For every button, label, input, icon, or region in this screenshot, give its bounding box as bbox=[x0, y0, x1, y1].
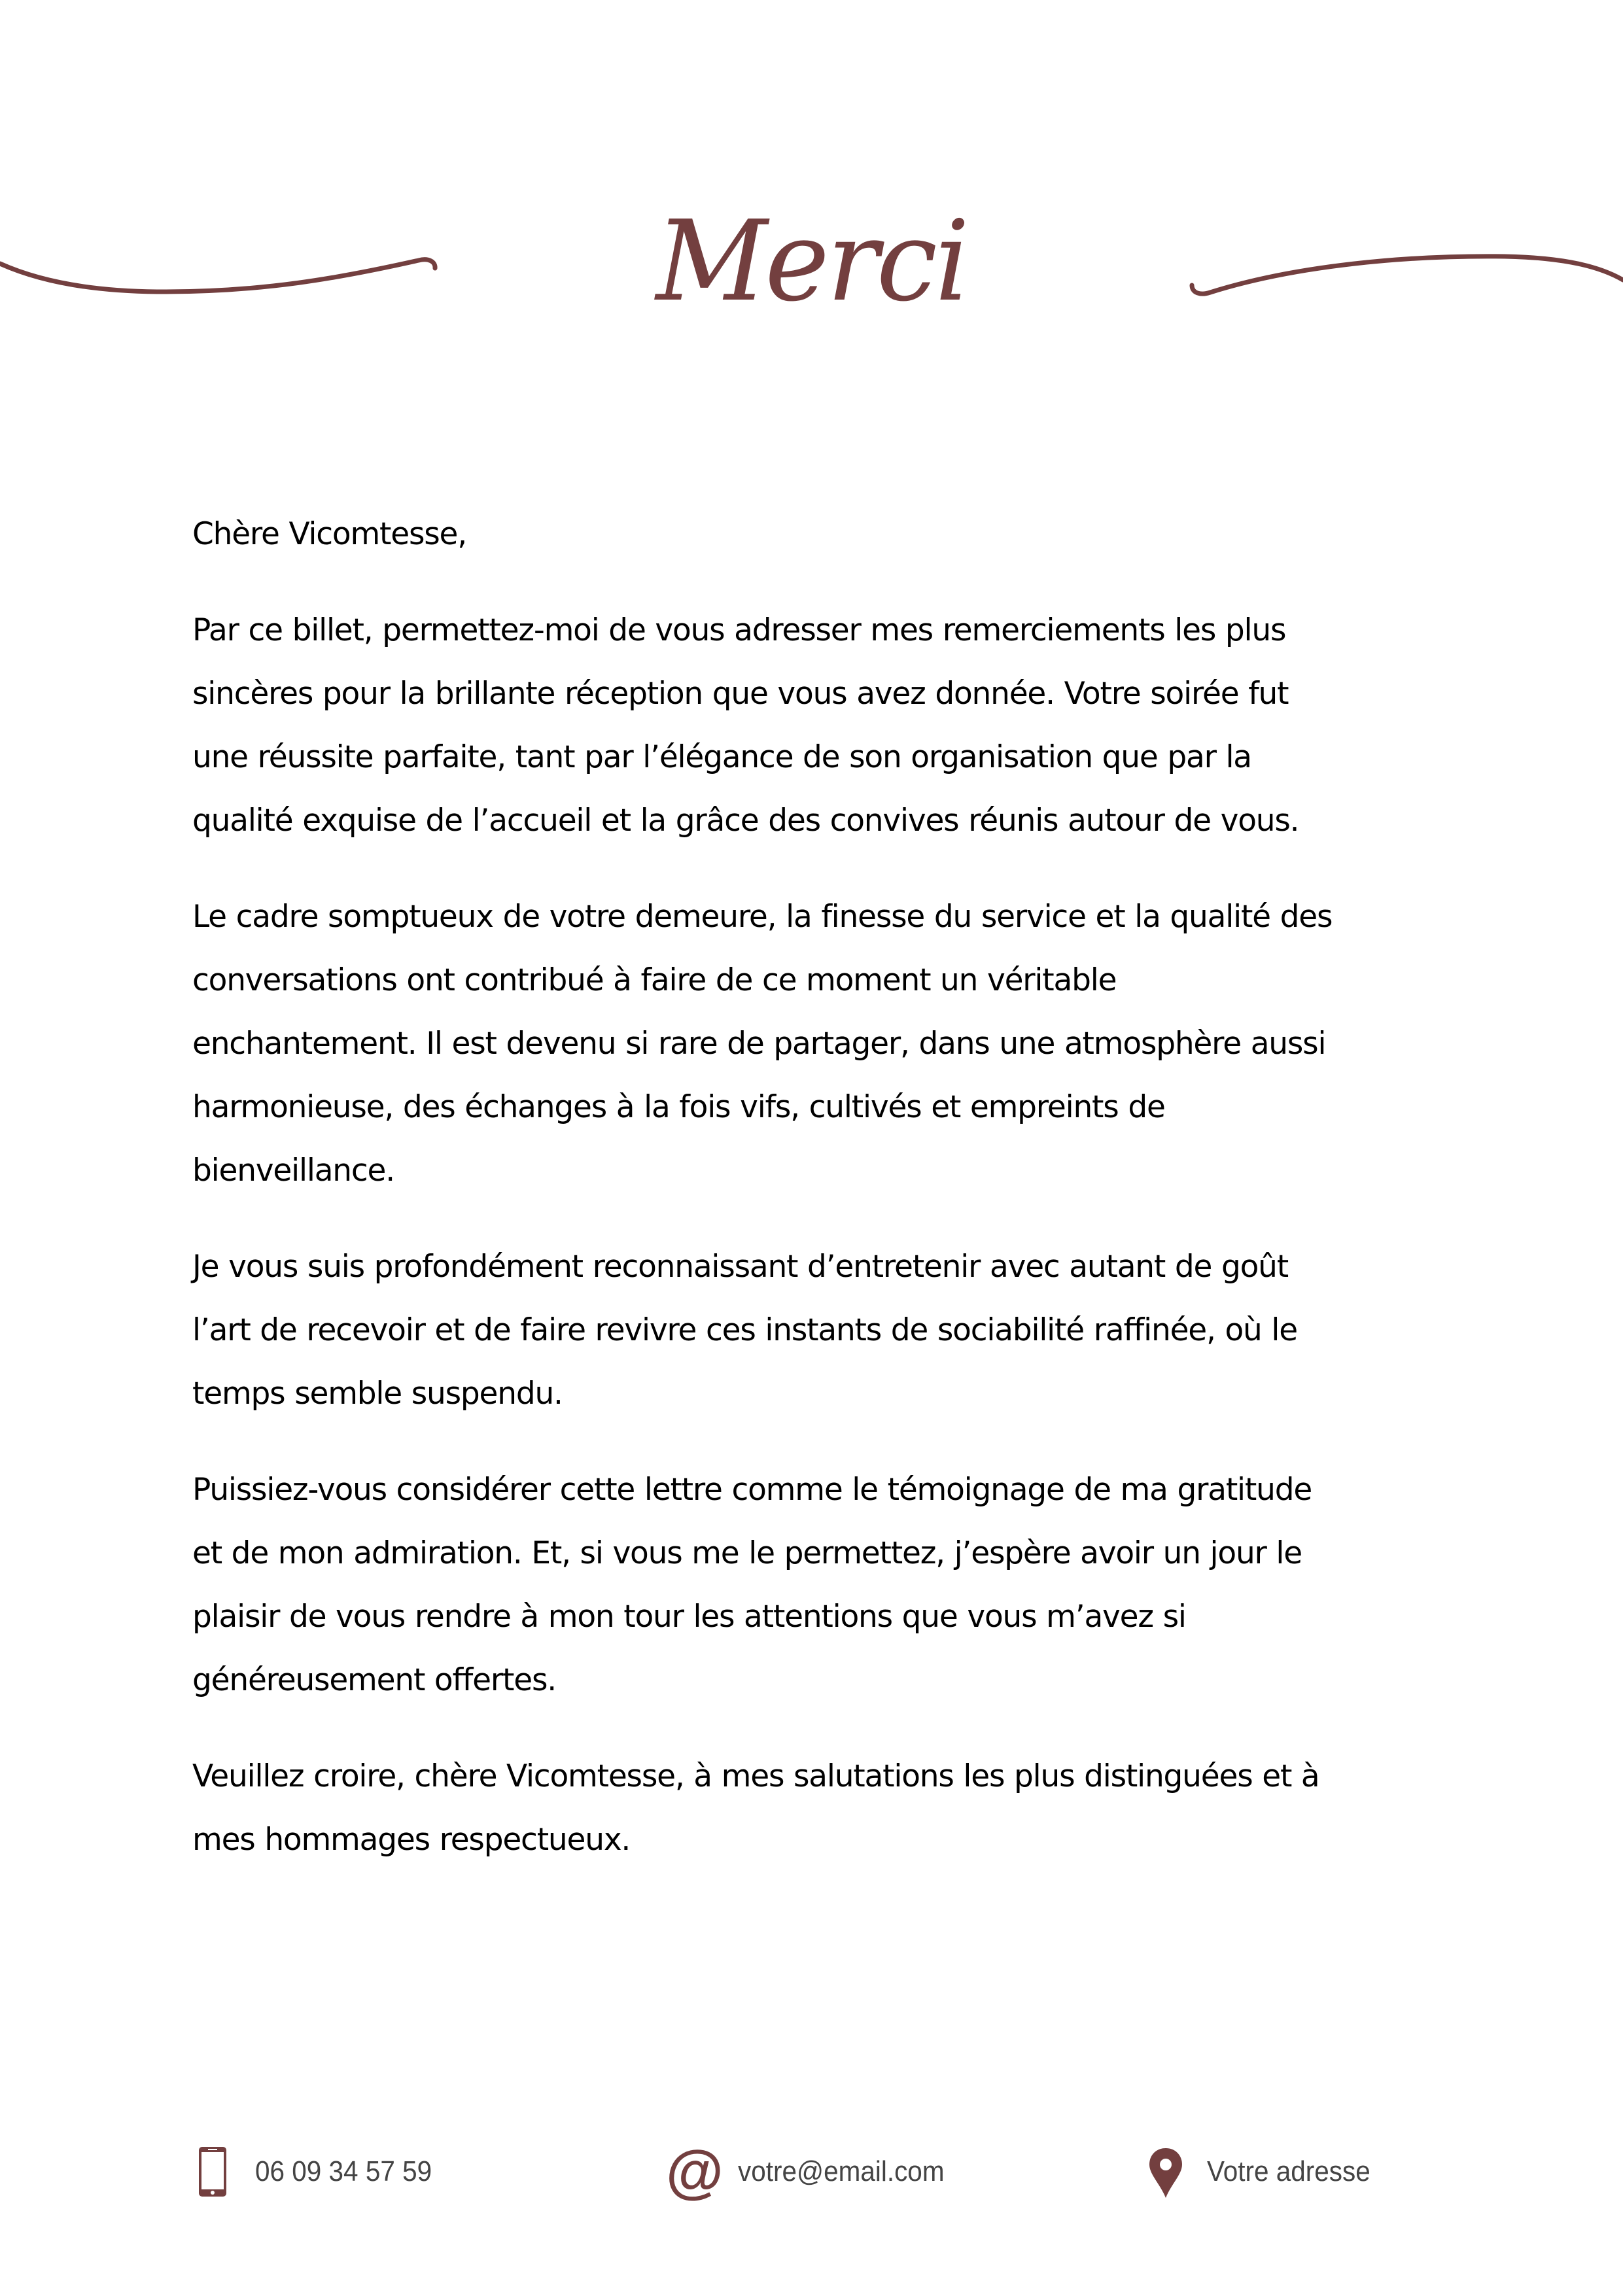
phone-number: 06 09 34 57 59 bbox=[255, 2155, 432, 2187]
paragraph-line: sincères pour la brillante réception que vous avez donnée. Votre soirée fut bbox=[192, 676, 1289, 712]
paragraph-line: enchantement. Il est devenu si rare de partager, dans une atmosphère aussi bbox=[192, 1026, 1326, 1062]
paragraph-2 bbox=[192, 885, 1455, 1202]
paragraph-line: temps semble suspendu. bbox=[192, 1376, 563, 1412]
smartphone-icon bbox=[196, 2139, 236, 2204]
contact-phone bbox=[196, 2139, 447, 2204]
paragraph-4 bbox=[192, 1458, 1455, 1712]
contact-footer bbox=[0, 2139, 1623, 2204]
paragraph-line: mes hommages respectueux. bbox=[192, 1822, 631, 1858]
map-pin-icon bbox=[1148, 2139, 1187, 2204]
contact-address bbox=[1148, 2139, 1385, 2204]
paragraph-line: une réussite parfaite, tant par l’élégance de son organisation que par la bbox=[192, 739, 1251, 775]
paragraph-line: harmonieuse, des échanges à la fois vifs, cultivés et empreints de bbox=[192, 1089, 1165, 1125]
paragraph-line: l’art de recevoir et de faire revivre ces instants de sociabilité raffinée, où le bbox=[192, 1312, 1297, 1348]
paragraph-line: Je vous suis profondément reconnaissant d’entretenir avec autant de goût bbox=[192, 1249, 1288, 1285]
paragraph-line: Le cadre somptueux de votre demeure, la finesse du service et la qualité des bbox=[192, 899, 1333, 935]
paragraph-line: et de mon admiration. Et, si vous me le permettez, j’espère avoir un jour le bbox=[192, 1535, 1302, 1571]
postal-address: Votre adresse bbox=[1207, 2155, 1370, 2187]
salutation bbox=[192, 502, 1455, 566]
paragraph-line: bienveillance. bbox=[192, 1153, 394, 1189]
paragraph-line: qualité exquise de l’accueil et la grâce des convives réunis autour de vous. bbox=[192, 803, 1299, 839]
paragraph-line: conversations ont contribué à faire de ce moment un véritable bbox=[192, 962, 1117, 998]
at-sign-icon: @ bbox=[666, 2139, 724, 2204]
page-title: Merci bbox=[655, 197, 968, 326]
email-address: votre@email.com bbox=[738, 2155, 945, 2187]
paragraph-line: plaisir de vous rendre à mon tour les attentions que vous m’avez si bbox=[192, 1599, 1186, 1635]
closing-paragraph bbox=[192, 1745, 1455, 1871]
paragraph-1 bbox=[192, 599, 1455, 852]
letter-body bbox=[192, 502, 1455, 1904]
paragraph-3 bbox=[192, 1235, 1455, 1425]
contact-email bbox=[666, 2139, 962, 2204]
salutation-text: Chère Vicomtesse, bbox=[192, 516, 466, 552]
paragraph-line: Veuillez croire, chère Vicomtesse, à mes salutations les plus distinguées et à bbox=[192, 1758, 1319, 1794]
paragraph-line: Par ce billet, permettez-moi de vous adresser mes remerciements les plus bbox=[192, 612, 1286, 648]
paragraph-line: généreusement offertes. bbox=[192, 1662, 556, 1698]
paragraph-line: Puissiez-vous considérer cette lettre comme le témoignage de ma gratitude bbox=[192, 1472, 1312, 1508]
